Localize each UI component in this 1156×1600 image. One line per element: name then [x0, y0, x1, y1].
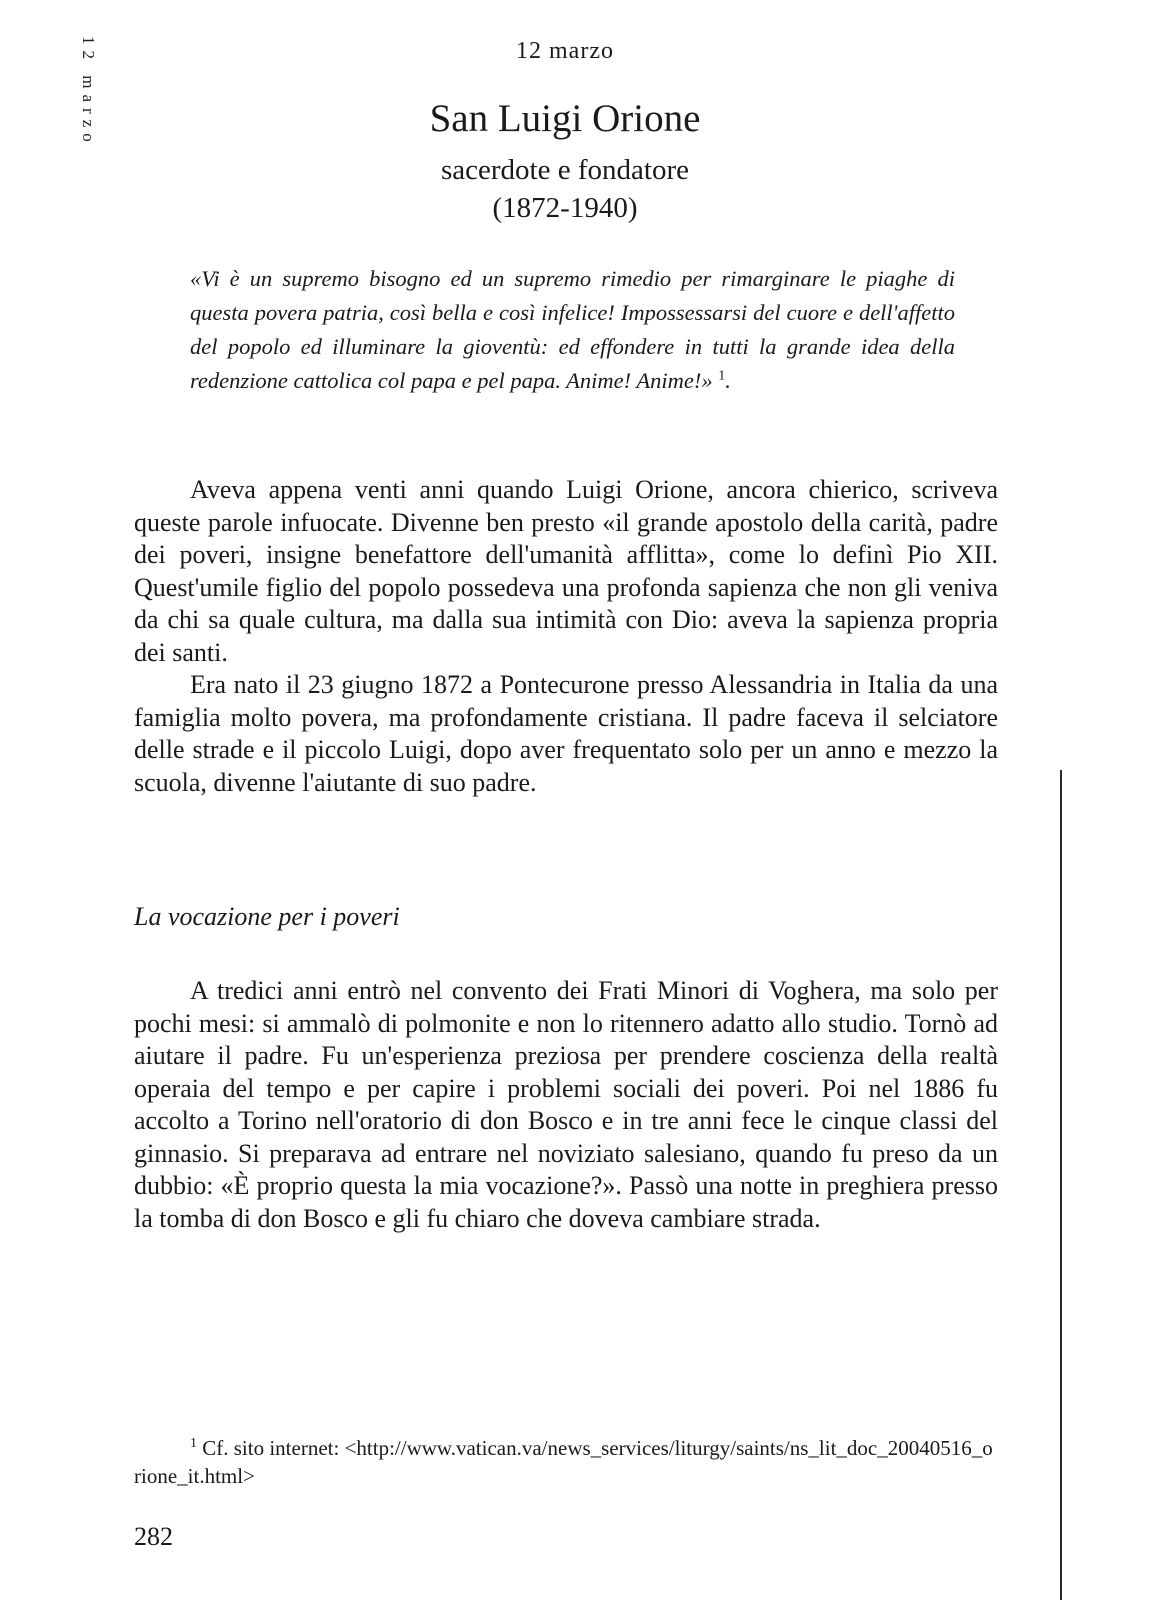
paragraph: Era nato il 23 giugno 1872 a Pontecurone presso Alessandria in Italia da una famiglia molto povera, ma profondamente cristiana. Il padre faceva il selciatore delle strade e il piccolo Luigi, dopo aver frequentato solo per un anno e mezzo la scuola, divenne l'aiutante di suo padre. — [134, 670, 998, 797]
page-title: San Luigi Orione — [429, 97, 701, 140]
epigraph — [190, 262, 955, 398]
margin-rule — [1060, 770, 1062, 1600]
epigraph-text: «Vi è un supremo bisogno ed un supremo rimedio per rimarginare le piaghe di questa povera patria, così bella e così infelice! Impossessarsi del cuore e dell'affetto del popolo ed illuminare la gioventù: ed effondere in tutti la grande idea della redenzione cattolica col papa e pel papa. Anime! Anime!» — [190, 266, 955, 393]
epigraph-trailing: . — [725, 368, 731, 393]
paragraph: Aveva appena venti anni quando Luigi Orione, ancora chierico, scriveva queste parole infuocate. Divenne ben presto «il grande apostolo della carità, padre dei poveri, insigne benefattore dell'umanità afflitta», come lo definì Pio XII. Quest'umile figlio del popolo possedeva una profonda sapienza che non gli veniva da chi sa quale cultura, ma dalla sua intimità con Dio: aveva la sapienza propria dei santi. — [134, 475, 998, 667]
body-section-1 — [134, 474, 998, 799]
paragraph: A tredici anni entrò nel convento dei Frati Minori di Voghera, ma solo per pochi mesi: si ammalò di polmonite e non lo ritennero adatto allo studio. Tornò ad aiutare il padre. Fu un'esperienza preziosa per prendere coscienza della realtà operaia del tempo e per capire i problemi sociali dei poveri. Poi nel 1886 fu accolto a Torino nell'oratorio di don Bosco e in tre anni fece le cinque classi del ginnasio. Si preparava ad entrare nel noviziato salesiano, quando fu preso da un dubbio: «È proprio questa la mia vocazione?». Passò una notte in preghiera presso la tomba di don Bosco e gli fu chiaro che doveva cambiare strada. — [134, 976, 998, 1233]
footnote-number: 1 — [190, 1436, 197, 1451]
footnote-text: Cf. sito internet: <http://www.vatican.va/news_services/liturgy/saints/ns_lit_doc_20040516_orione_it.html> — [134, 1436, 993, 1488]
side-running-head-text: 12 marzo — [79, 36, 98, 148]
footnote — [134, 1434, 998, 1490]
life-dates: (1872-1940) — [492, 192, 638, 224]
page-number: 282 — [134, 1522, 173, 1551]
footnote-ref: 1 — [718, 368, 726, 384]
page-subtitle: sacerdote e fondatore — [441, 154, 689, 186]
section-heading: La vocazione per i poveri — [134, 902, 400, 931]
body-section-2 — [134, 975, 998, 1235]
running-head: 12 marzo — [516, 38, 614, 64]
